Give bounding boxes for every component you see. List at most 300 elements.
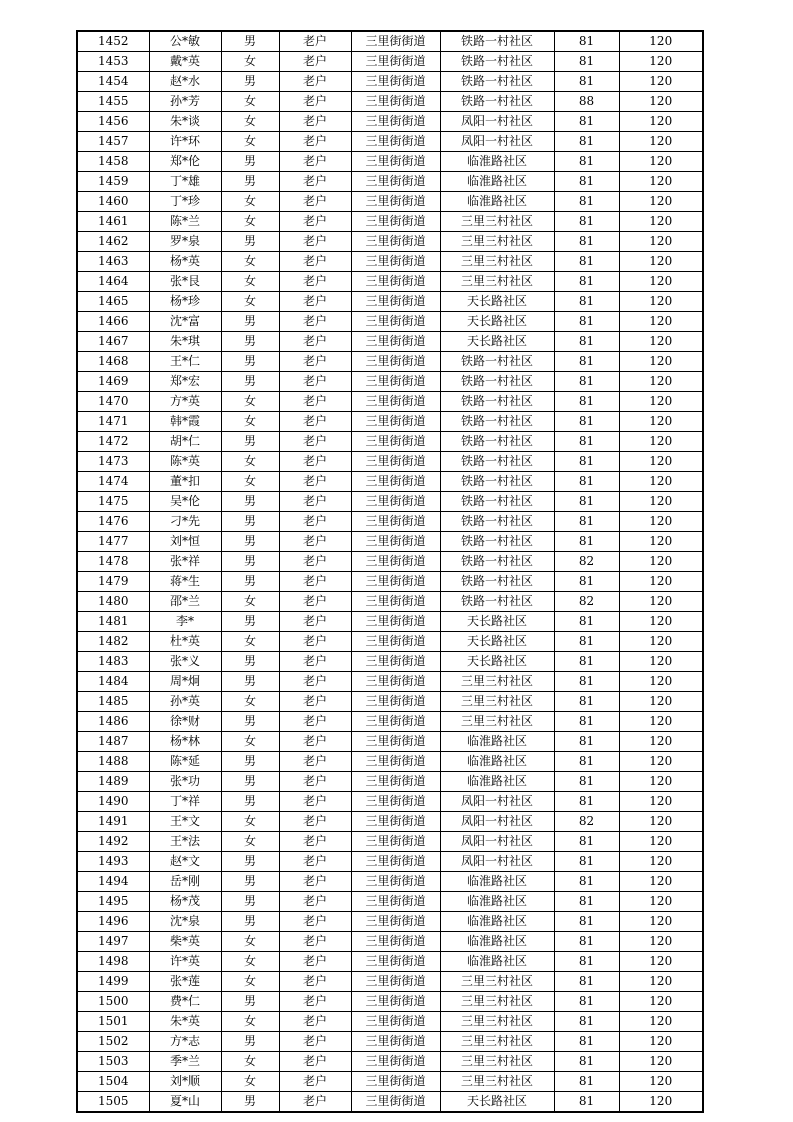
- gender-cell: 男: [221, 332, 279, 352]
- community-cell: 三里三村社区: [440, 252, 554, 272]
- household-type-cell: 老户: [279, 972, 351, 992]
- age-cell: 81: [554, 1072, 619, 1092]
- community-cell: 临淮路社区: [440, 892, 554, 912]
- amount-cell: 120: [619, 692, 703, 712]
- subdistrict-cell: 三里街街道: [351, 632, 440, 652]
- table-row: [77, 712, 703, 732]
- name-cell: 罗*泉: [149, 232, 221, 252]
- amount-cell: 120: [619, 132, 703, 152]
- name-cell: 张*莲: [149, 972, 221, 992]
- household-type-cell: 老户: [279, 612, 351, 632]
- subdistrict-cell: 三里街街道: [351, 972, 440, 992]
- age-cell: 81: [554, 972, 619, 992]
- subdistrict-cell: 三里街街道: [351, 112, 440, 132]
- gender-cell: 男: [221, 672, 279, 692]
- serial-number-cell: 1469: [77, 372, 149, 392]
- table-row: [77, 192, 703, 212]
- subdistrict-cell: 三里街街道: [351, 72, 440, 92]
- serial-number-cell: 1496: [77, 912, 149, 932]
- gender-cell: 男: [221, 432, 279, 452]
- table-row: [77, 252, 703, 272]
- subdistrict-cell: 三里街街道: [351, 832, 440, 852]
- gender-cell: 男: [221, 852, 279, 872]
- household-type-cell: 老户: [279, 912, 351, 932]
- community-cell: 铁路一村社区: [440, 432, 554, 452]
- community-cell: 三里三村社区: [440, 712, 554, 732]
- gender-cell: 男: [221, 492, 279, 512]
- community-cell: 铁路一村社区: [440, 72, 554, 92]
- table-row: [77, 632, 703, 652]
- serial-number-cell: 1481: [77, 612, 149, 632]
- community-cell: 临淮路社区: [440, 752, 554, 772]
- gender-cell: 男: [221, 612, 279, 632]
- gender-cell: 男: [221, 792, 279, 812]
- household-type-cell: 老户: [279, 92, 351, 112]
- name-cell: 沈*富: [149, 312, 221, 332]
- table-row: [77, 132, 703, 152]
- household-type-cell: 老户: [279, 1072, 351, 1092]
- household-type-cell: 老户: [279, 332, 351, 352]
- subdistrict-cell: 三里街街道: [351, 92, 440, 112]
- table-row: [77, 572, 703, 592]
- name-cell: 杨*珍: [149, 292, 221, 312]
- age-cell: 81: [554, 792, 619, 812]
- name-cell: 徐*财: [149, 712, 221, 732]
- serial-number-cell: 1453: [77, 52, 149, 72]
- table-row: [77, 732, 703, 752]
- household-type-cell: 老户: [279, 1032, 351, 1052]
- household-type-cell: 老户: [279, 232, 351, 252]
- name-cell: 公*敏: [149, 31, 221, 52]
- community-cell: 临淮路社区: [440, 772, 554, 792]
- gender-cell: 男: [221, 532, 279, 552]
- gender-cell: 女: [221, 452, 279, 472]
- amount-cell: 120: [619, 892, 703, 912]
- name-cell: 杜*英: [149, 632, 221, 652]
- community-cell: 三里三村社区: [440, 1052, 554, 1072]
- name-cell: 朱*谈: [149, 112, 221, 132]
- age-cell: 81: [554, 632, 619, 652]
- age-cell: 81: [554, 312, 619, 332]
- serial-number-cell: 1501: [77, 1012, 149, 1032]
- community-cell: 铁路一村社区: [440, 31, 554, 52]
- serial-number-cell: 1454: [77, 72, 149, 92]
- table-row: [77, 952, 703, 972]
- name-cell: 朱*英: [149, 1012, 221, 1032]
- table-row: [77, 912, 703, 932]
- table-row: [77, 312, 703, 332]
- gender-cell: 女: [221, 732, 279, 752]
- amount-cell: 120: [619, 952, 703, 972]
- household-type-cell: 老户: [279, 292, 351, 312]
- table-row: [77, 612, 703, 632]
- table-row: [77, 92, 703, 112]
- amount-cell: 120: [619, 992, 703, 1012]
- household-type-cell: 老户: [279, 932, 351, 952]
- subdistrict-cell: 三里街街道: [351, 612, 440, 632]
- household-type-cell: 老户: [279, 31, 351, 52]
- community-cell: 天长路社区: [440, 612, 554, 632]
- table-row: [77, 1012, 703, 1032]
- age-cell: 81: [554, 892, 619, 912]
- age-cell: 82: [554, 592, 619, 612]
- age-cell: 81: [554, 1032, 619, 1052]
- table-row: [77, 492, 703, 512]
- gender-cell: 女: [221, 1052, 279, 1072]
- age-cell: 81: [554, 652, 619, 672]
- amount-cell: 120: [619, 232, 703, 252]
- community-cell: 三里三村社区: [440, 1072, 554, 1092]
- serial-number-cell: 1500: [77, 992, 149, 1012]
- table-row: [77, 672, 703, 692]
- community-cell: 天长路社区: [440, 632, 554, 652]
- serial-number-cell: 1471: [77, 412, 149, 432]
- gender-cell: 男: [221, 912, 279, 932]
- name-cell: 方*英: [149, 392, 221, 412]
- serial-number-cell: 1462: [77, 232, 149, 252]
- amount-cell: 120: [619, 1012, 703, 1032]
- community-cell: 铁路一村社区: [440, 552, 554, 572]
- community-cell: 临淮路社区: [440, 732, 554, 752]
- table-row: [77, 232, 703, 252]
- amount-cell: 120: [619, 212, 703, 232]
- name-cell: 胡*仁: [149, 432, 221, 452]
- serial-number-cell: 1458: [77, 152, 149, 172]
- name-cell: 丁*珍: [149, 192, 221, 212]
- community-cell: 三里三村社区: [440, 692, 554, 712]
- household-type-cell: 老户: [279, 872, 351, 892]
- name-cell: 赵*水: [149, 72, 221, 92]
- gender-cell: 男: [221, 72, 279, 92]
- subdistrict-cell: 三里街街道: [351, 472, 440, 492]
- table-row: [77, 552, 703, 572]
- serial-number-cell: 1489: [77, 772, 149, 792]
- serial-number-cell: 1502: [77, 1032, 149, 1052]
- serial-number-cell: 1472: [77, 432, 149, 452]
- household-type-cell: 老户: [279, 532, 351, 552]
- age-cell: 81: [554, 532, 619, 552]
- subdistrict-cell: 三里街街道: [351, 432, 440, 452]
- table-row: [77, 792, 703, 812]
- age-cell: 81: [554, 1012, 619, 1032]
- serial-number-cell: 1455: [77, 92, 149, 112]
- serial-number-cell: 1484: [77, 672, 149, 692]
- community-cell: 临淮路社区: [440, 172, 554, 192]
- community-cell: 临淮路社区: [440, 152, 554, 172]
- age-cell: 81: [554, 872, 619, 892]
- name-cell: 夏*山: [149, 1092, 221, 1113]
- amount-cell: 120: [619, 912, 703, 932]
- serial-number-cell: 1498: [77, 952, 149, 972]
- serial-number-cell: 1482: [77, 632, 149, 652]
- age-cell: 81: [554, 512, 619, 532]
- subdistrict-cell: 三里街街道: [351, 812, 440, 832]
- gender-cell: 男: [221, 1032, 279, 1052]
- community-cell: 铁路一村社区: [440, 452, 554, 472]
- amount-cell: 120: [619, 712, 703, 732]
- amount-cell: 120: [619, 1052, 703, 1072]
- age-cell: 81: [554, 112, 619, 132]
- table-row: [77, 992, 703, 1012]
- age-cell: 81: [554, 172, 619, 192]
- age-cell: 81: [554, 52, 619, 72]
- amount-cell: 120: [619, 92, 703, 112]
- gender-cell: 女: [221, 812, 279, 832]
- household-type-cell: 老户: [279, 592, 351, 612]
- gender-cell: 男: [221, 572, 279, 592]
- table-row: [77, 212, 703, 232]
- subdistrict-cell: 三里街街道: [351, 492, 440, 512]
- subdistrict-cell: 三里街街道: [351, 132, 440, 152]
- subdistrict-cell: 三里街街道: [351, 192, 440, 212]
- household-type-cell: 老户: [279, 892, 351, 912]
- table-row: [77, 172, 703, 192]
- subdistrict-cell: 三里街街道: [351, 932, 440, 952]
- table-row: [77, 1072, 703, 1092]
- subdistrict-cell: 三里街街道: [351, 772, 440, 792]
- name-cell: 季*兰: [149, 1052, 221, 1072]
- subdistrict-cell: 三里街街道: [351, 852, 440, 872]
- age-cell: 81: [554, 352, 619, 372]
- amount-cell: 120: [619, 492, 703, 512]
- amount-cell: 120: [619, 632, 703, 652]
- household-type-cell: 老户: [279, 152, 351, 172]
- table-row: [77, 532, 703, 552]
- subdistrict-cell: 三里街街道: [351, 692, 440, 712]
- age-cell: 81: [554, 992, 619, 1012]
- serial-number-cell: 1461: [77, 212, 149, 232]
- subdistrict-cell: 三里街街道: [351, 1012, 440, 1032]
- gender-cell: 女: [221, 52, 279, 72]
- table-row: [77, 72, 703, 92]
- subdistrict-cell: 三里街街道: [351, 572, 440, 592]
- community-cell: 临淮路社区: [440, 912, 554, 932]
- subdistrict-cell: 三里街街道: [351, 172, 440, 192]
- household-type-cell: 老户: [279, 812, 351, 832]
- gender-cell: 女: [221, 212, 279, 232]
- table-row: [77, 392, 703, 412]
- community-cell: 天长路社区: [440, 292, 554, 312]
- household-type-cell: 老户: [279, 112, 351, 132]
- age-cell: 81: [554, 1052, 619, 1072]
- community-cell: 天长路社区: [440, 332, 554, 352]
- serial-number-cell: 1460: [77, 192, 149, 212]
- amount-cell: 120: [619, 792, 703, 812]
- community-cell: 凤阳一村社区: [440, 112, 554, 132]
- subdistrict-cell: 三里街街道: [351, 1032, 440, 1052]
- amount-cell: 120: [619, 592, 703, 612]
- subdistrict-cell: 三里街街道: [351, 1092, 440, 1113]
- name-cell: 李*: [149, 612, 221, 632]
- gender-cell: 男: [221, 232, 279, 252]
- amount-cell: 120: [619, 472, 703, 492]
- amount-cell: 120: [619, 1072, 703, 1092]
- gender-cell: 男: [221, 652, 279, 672]
- name-cell: 柴*英: [149, 932, 221, 952]
- serial-number-cell: 1485: [77, 692, 149, 712]
- age-cell: 81: [554, 1092, 619, 1113]
- name-cell: 张*祥: [149, 552, 221, 572]
- name-cell: 杨*英: [149, 252, 221, 272]
- subdistrict-cell: 三里街街道: [351, 312, 440, 332]
- household-type-cell: 老户: [279, 312, 351, 332]
- age-cell: 81: [554, 852, 619, 872]
- amount-cell: 120: [619, 272, 703, 292]
- community-cell: 临淮路社区: [440, 192, 554, 212]
- age-cell: 81: [554, 132, 619, 152]
- serial-number-cell: 1452: [77, 31, 149, 52]
- subdistrict-cell: 三里街街道: [351, 392, 440, 412]
- serial-number-cell: 1473: [77, 452, 149, 472]
- table-row: [77, 892, 703, 912]
- subdistrict-cell: 三里街街道: [351, 792, 440, 812]
- table-row: [77, 31, 703, 52]
- serial-number-cell: 1466: [77, 312, 149, 332]
- age-cell: 81: [554, 572, 619, 592]
- amount-cell: 120: [619, 1092, 703, 1113]
- serial-number-cell: 1463: [77, 252, 149, 272]
- name-cell: 董*扣: [149, 472, 221, 492]
- age-cell: 81: [554, 412, 619, 432]
- serial-number-cell: 1491: [77, 812, 149, 832]
- household-type-cell: 老户: [279, 712, 351, 732]
- serial-number-cell: 1497: [77, 932, 149, 952]
- subdistrict-cell: 三里街街道: [351, 732, 440, 752]
- household-type-cell: 老户: [279, 472, 351, 492]
- gender-cell: 男: [221, 312, 279, 332]
- name-cell: 孙*英: [149, 692, 221, 712]
- subdistrict-cell: 三里街街道: [351, 412, 440, 432]
- amount-cell: 120: [619, 1032, 703, 1052]
- gender-cell: 男: [221, 712, 279, 732]
- subdistrict-cell: 三里街街道: [351, 712, 440, 732]
- household-type-cell: 老户: [279, 752, 351, 772]
- subdistrict-cell: 三里街街道: [351, 372, 440, 392]
- community-cell: 天长路社区: [440, 652, 554, 672]
- gender-cell: 女: [221, 972, 279, 992]
- community-cell: 三里三村社区: [440, 212, 554, 232]
- subdistrict-cell: 三里街街道: [351, 452, 440, 472]
- table-row: [77, 272, 703, 292]
- amount-cell: 120: [619, 152, 703, 172]
- name-cell: 郑*伦: [149, 152, 221, 172]
- subdistrict-cell: 三里街街道: [351, 152, 440, 172]
- serial-number-cell: 1475: [77, 492, 149, 512]
- serial-number-cell: 1457: [77, 132, 149, 152]
- amount-cell: 120: [619, 192, 703, 212]
- age-cell: 88: [554, 92, 619, 112]
- table-row: [77, 652, 703, 672]
- serial-number-cell: 1487: [77, 732, 149, 752]
- subdistrict-cell: 三里街街道: [351, 292, 440, 312]
- age-cell: 81: [554, 31, 619, 52]
- table-row: [77, 452, 703, 472]
- amount-cell: 120: [619, 612, 703, 632]
- household-type-cell: 老户: [279, 672, 351, 692]
- serial-number-cell: 1468: [77, 352, 149, 372]
- gender-cell: 女: [221, 832, 279, 852]
- gender-cell: 男: [221, 372, 279, 392]
- amount-cell: 120: [619, 172, 703, 192]
- household-type-cell: 老户: [279, 572, 351, 592]
- community-cell: 铁路一村社区: [440, 372, 554, 392]
- table-row: [77, 972, 703, 992]
- community-cell: 三里三村社区: [440, 972, 554, 992]
- age-cell: 81: [554, 152, 619, 172]
- name-cell: 陈*延: [149, 752, 221, 772]
- serial-number-cell: 1465: [77, 292, 149, 312]
- name-cell: 吴*伦: [149, 492, 221, 512]
- serial-number-cell: 1486: [77, 712, 149, 732]
- table-row: [77, 472, 703, 492]
- amount-cell: 120: [619, 972, 703, 992]
- community-cell: 铁路一村社区: [440, 352, 554, 372]
- gender-cell: 男: [221, 152, 279, 172]
- gender-cell: 男: [221, 172, 279, 192]
- table-row: [77, 872, 703, 892]
- age-cell: 82: [554, 552, 619, 572]
- table-row: [77, 772, 703, 792]
- name-cell: 张*义: [149, 652, 221, 672]
- household-type-cell: 老户: [279, 52, 351, 72]
- household-type-cell: 老户: [279, 72, 351, 92]
- community-cell: 临淮路社区: [440, 932, 554, 952]
- name-cell: 陈*英: [149, 452, 221, 472]
- subdistrict-cell: 三里街街道: [351, 512, 440, 532]
- community-cell: 铁路一村社区: [440, 52, 554, 72]
- age-cell: 81: [554, 332, 619, 352]
- household-type-cell: 老户: [279, 352, 351, 372]
- name-cell: 刘*顺: [149, 1072, 221, 1092]
- amount-cell: 120: [619, 292, 703, 312]
- name-cell: 戴*英: [149, 52, 221, 72]
- data-table: [76, 30, 704, 1113]
- household-type-cell: 老户: [279, 132, 351, 152]
- subdistrict-cell: 三里街街道: [351, 52, 440, 72]
- subdistrict-cell: 三里街街道: [351, 232, 440, 252]
- amount-cell: 120: [619, 852, 703, 872]
- household-type-cell: 老户: [279, 512, 351, 532]
- gender-cell: 女: [221, 412, 279, 432]
- subdistrict-cell: 三里街街道: [351, 352, 440, 372]
- household-type-cell: 老户: [279, 372, 351, 392]
- household-type-cell: 老户: [279, 692, 351, 712]
- gender-cell: 女: [221, 472, 279, 492]
- amount-cell: 120: [619, 372, 703, 392]
- amount-cell: 120: [619, 532, 703, 552]
- subdistrict-cell: 三里街街道: [351, 1072, 440, 1092]
- amount-cell: 120: [619, 52, 703, 72]
- gender-cell: 男: [221, 31, 279, 52]
- community-cell: 铁路一村社区: [440, 592, 554, 612]
- age-cell: 81: [554, 712, 619, 732]
- subdistrict-cell: 三里街街道: [351, 1052, 440, 1072]
- gender-cell: 女: [221, 592, 279, 612]
- household-type-cell: 老户: [279, 1012, 351, 1032]
- subdistrict-cell: 三里街街道: [351, 992, 440, 1012]
- name-cell: 丁*祥: [149, 792, 221, 812]
- age-cell: 81: [554, 272, 619, 292]
- amount-cell: 120: [619, 412, 703, 432]
- subdistrict-cell: 三里街街道: [351, 212, 440, 232]
- name-cell: 蒋*生: [149, 572, 221, 592]
- community-cell: 三里三村社区: [440, 1032, 554, 1052]
- amount-cell: 120: [619, 432, 703, 452]
- gender-cell: 女: [221, 952, 279, 972]
- name-cell: 张*功: [149, 772, 221, 792]
- household-type-cell: 老户: [279, 952, 351, 972]
- amount-cell: 120: [619, 252, 703, 272]
